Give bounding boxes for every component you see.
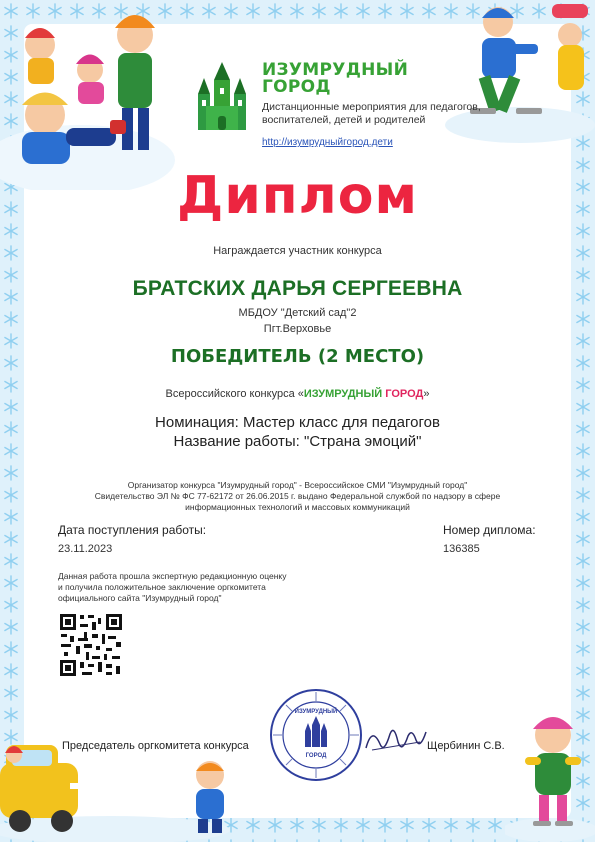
diploma-number-label: Номер диплома: [443,523,536,537]
official-stamp [268,687,364,783]
awarded-text: Награждается участник конкурса [213,245,382,257]
contest-prefix: Всероссийского конкурса « [165,388,304,400]
logo-title-line2: ГОРОД [262,77,331,97]
logo-title-line1: ИЗУМРУДНЫЙ [262,60,409,80]
participant-name: БРАТСКИХ ДАРЬЯ СЕРГЕЕВНА [132,277,463,300]
award-place: ПОБЕДИТЕЛЬ (2 МЕСТО) [170,346,425,367]
organizer-line2: Свидетельство ЭЛ № ФС 77-62172 от 26.06.2015 г. выдано Федеральной службой по надзору в сфере [94,491,501,501]
organization-name: МБДОУ "Детский сад"2 [238,307,357,319]
children-illustration-top-left [0,0,190,190]
logo-url-link[interactable]: http://изумрудныйгород.дети [262,137,393,148]
logo-title [262,62,408,96]
logo-description: Дистанционные мероприятия для педагогов, воспитателей, детей и родителей [262,101,481,126]
review-line1: Данная работа прошла экспертную редакционную оценку [58,571,287,581]
stamp-text-line2: ГОРОД [305,753,327,759]
organizer-info [0,480,595,513]
handwritten-signature [362,720,430,760]
logo-block [190,58,490,148]
nomination: Номинация: Мастер класс для педагогов [155,414,440,431]
girl-illustration-bottom-right [505,705,595,842]
review-text [58,571,286,604]
contest-suffix: » [423,388,430,400]
diploma-number-value: 136385 [443,543,480,555]
received-date-value: 23.11.2023 [58,543,113,555]
town-name: Пгт.Верховье [263,323,332,335]
organizer-line1: Организатор конкурса "Изумрудный город" - Всероссийское СМИ "Изумрудный город" [127,480,468,490]
car-illustration-bottom-left [0,735,240,842]
qr-code[interactable] [58,612,124,678]
diploma-title: Диплом [177,166,418,226]
review-line3: официального сайта "Изумрудный город" [58,593,222,603]
contest-line [0,388,595,400]
review-line2: и получила положительное заключение оргкомитета [58,582,266,592]
stamp-text-line1: ИЗУМРУДНЫЙ [294,709,338,715]
contest-name-part2: ГОРОД [382,388,424,400]
received-date-label: Дата поступления работы: [58,523,207,537]
organizer-line3: информационных технологий и массовых коммуникаций [185,502,410,512]
work-title: Название работы: "Страна эмоций" [173,433,422,450]
castle-icon [190,58,254,138]
contest-name-part1: ИЗУМРУДНЫЙ [303,388,383,400]
chair-label: Председатель оргкомитета конкурса [62,740,249,752]
chair-name: Щербинин С.В. [427,740,505,752]
